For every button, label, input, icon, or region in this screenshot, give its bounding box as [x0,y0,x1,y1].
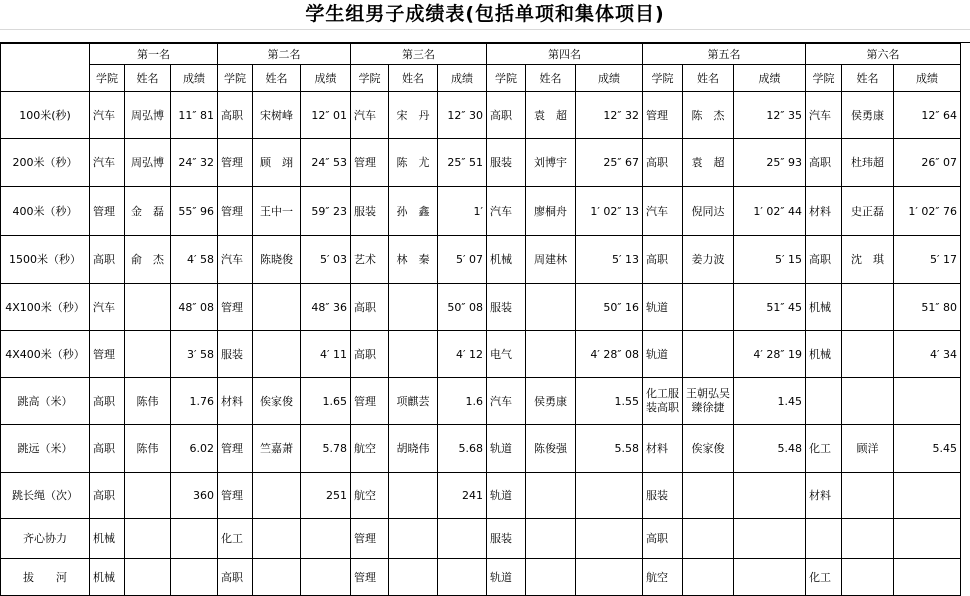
college-cell: 高职 [806,236,842,284]
score-cell: 360 [171,473,218,519]
name-cell [526,473,576,519]
score-cell: 3′ 58 [171,331,218,378]
blank-row [0,29,970,43]
rank-header: 第四名 [487,44,643,65]
name-cell: 俟家俊 [253,378,301,425]
college-cell: 汽车 [90,92,125,139]
subheader-college: 学院 [218,65,253,92]
college-cell: 高职 [90,378,125,425]
name-cell: 宋 丹 [389,92,438,139]
name-cell: 顾 翊 [253,139,301,187]
score-cell: 24″ 53 [301,139,351,187]
name-cell [125,473,171,519]
college-cell: 轨道 [487,473,526,519]
name-cell [125,331,171,378]
name-cell: 陈伟 [125,378,171,425]
name-cell: 林 秦 [389,236,438,284]
name-cell [842,284,894,331]
score-cell [171,559,218,596]
college-cell: 高职 [643,139,683,187]
name-cell [526,559,576,596]
name-cell: 倪同达 [683,187,734,236]
score-cell [438,559,487,596]
name-cell [842,331,894,378]
subheader-score: 成绩 [171,65,218,92]
score-cell: 51″ 80 [894,284,961,331]
subheader-name: 姓名 [842,65,894,92]
score-cell: 5.78 [301,425,351,473]
college-cell: 高职 [90,425,125,473]
college-cell: 服装 [643,473,683,519]
college-cell: 管理 [218,473,253,519]
score-cell: 1′ 02″ 76 [894,187,961,236]
college-cell: 电气 [487,331,526,378]
college-cell: 航空 [351,425,389,473]
college-cell: 服装 [351,187,389,236]
college-cell: 机械 [806,284,842,331]
rank-header: 第一名 [90,44,218,65]
score-cell: 25″ 67 [576,139,643,187]
name-cell [683,559,734,596]
college-cell: 高职 [90,236,125,284]
name-cell: 胡晓伟 [389,425,438,473]
subheader-score: 成绩 [734,65,806,92]
college-cell: 化工 [218,519,253,559]
college-cell: 材料 [218,378,253,425]
score-cell: 251 [301,473,351,519]
score-cell: 4′ 11 [301,331,351,378]
score-cell: 12″ 30 [438,92,487,139]
name-cell [842,519,894,559]
name-cell [683,473,734,519]
score-cell: 5.48 [734,425,806,473]
college-cell: 汽车 [806,92,842,139]
subheader-name: 姓名 [389,65,438,92]
name-cell [842,473,894,519]
college-cell: 汽车 [218,236,253,284]
score-cell: 11″ 81 [171,92,218,139]
college-cell: 高职 [351,331,389,378]
college-cell: 服装 [487,519,526,559]
score-cell: 5.45 [894,425,961,473]
college-cell: 管理 [218,139,253,187]
college-cell: 服装 [487,139,526,187]
subheader-college: 学院 [351,65,389,92]
college-cell: 汽车 [90,284,125,331]
subheader-name: 姓名 [253,65,301,92]
event-label: 4X400米（秒） [1,331,90,378]
rank-header: 第六名 [806,44,961,65]
name-cell: 杜玮超 [842,139,894,187]
rank-header-row [1,44,961,65]
score-cell: 25″ 93 [734,139,806,187]
college-cell: 汽车 [351,92,389,139]
name-cell: 周弘博 [125,139,171,187]
college-cell: 高职 [218,559,253,596]
college-cell: 艺术 [351,236,389,284]
score-cell: 1.76 [171,378,218,425]
score-cell [734,559,806,596]
college-cell: 服装 [218,331,253,378]
score-cell: 241 [438,473,487,519]
rank-header: 第三名 [351,44,487,65]
college-cell: 汽车 [487,378,526,425]
table-row [1,473,961,519]
college-cell: 管理 [351,519,389,559]
college-cell: 机械 [487,236,526,284]
table-row [1,187,961,236]
results-table [0,43,961,596]
college-cell: 汽车 [90,139,125,187]
score-cell: 4′ 28″ 08 [576,331,643,378]
name-cell: 宋树峰 [253,92,301,139]
name-cell [842,378,894,425]
event-label: 1500米（秒） [1,236,90,284]
college-cell [806,519,842,559]
rank-header: 第五名 [643,44,806,65]
score-cell: 5′ 07 [438,236,487,284]
college-cell: 管理 [90,331,125,378]
score-cell [734,519,806,559]
college-cell: 汽车 [487,187,526,236]
college-cell: 管理 [90,187,125,236]
score-cell: 5′ 13 [576,236,643,284]
subheader-college: 学院 [487,65,526,92]
table-row [1,519,961,559]
score-cell: 5′ 17 [894,236,961,284]
event-label: 拔 河 [1,559,90,596]
score-cell: 25″ 51 [438,139,487,187]
corner-cell [1,44,90,92]
subheader-score: 成绩 [301,65,351,92]
name-cell: 袁 超 [526,92,576,139]
subheader-row [1,65,961,92]
event-label: 400米（秒） [1,187,90,236]
table-body [1,92,961,596]
score-cell: 1′ 02″ 44 [734,187,806,236]
name-cell: 项麒芸 [389,378,438,425]
name-cell: 陈俊强 [526,425,576,473]
name-cell: 陈 尤 [389,139,438,187]
score-cell: 51″ 45 [734,284,806,331]
score-cell [576,519,643,559]
name-cell [683,519,734,559]
score-cell: 1.45 [734,378,806,425]
score-cell: 5′ 03 [301,236,351,284]
score-cell: 12″ 35 [734,92,806,139]
college-cell: 轨道 [487,559,526,596]
rank-header: 第二名 [218,44,351,65]
name-cell: 史正磊 [842,187,894,236]
subheader-college: 学院 [806,65,842,92]
score-cell: 5.58 [576,425,643,473]
name-cell [125,559,171,596]
event-label: 跳高（米） [1,378,90,425]
score-cell: 5.68 [438,425,487,473]
subheader-name: 姓名 [526,65,576,92]
event-label: 100米(秒) [1,92,90,139]
score-cell: 4′ 12 [438,331,487,378]
college-cell: 服装 [487,284,526,331]
name-cell: 周建林 [526,236,576,284]
table-row [1,378,961,425]
college-cell: 化工 [806,425,842,473]
college-cell: 材料 [806,187,842,236]
name-cell [389,473,438,519]
score-cell: 12″ 64 [894,92,961,139]
event-label: 4X100米（秒） [1,284,90,331]
college-cell: 轨道 [487,425,526,473]
subheader-name: 姓名 [683,65,734,92]
name-cell: 袁 超 [683,139,734,187]
table-row [1,284,961,331]
table-row [1,559,961,596]
college-cell: 管理 [218,187,253,236]
score-cell: 4′ 34 [894,331,961,378]
score-cell: 12″ 01 [301,92,351,139]
subheader-name: 姓名 [125,65,171,92]
score-cell: 1′ 02″ 13 [576,187,643,236]
college-cell: 高职 [487,92,526,139]
table-row [1,139,961,187]
name-cell: 姜力波 [683,236,734,284]
score-cell [894,519,961,559]
college-cell: 管理 [351,139,389,187]
name-cell: 陈晓俊 [253,236,301,284]
college-cell: 高职 [806,139,842,187]
score-cell: 1.55 [576,378,643,425]
score-cell: 50″ 08 [438,284,487,331]
name-cell: 沈 琪 [842,236,894,284]
name-cell: 王中一 [253,187,301,236]
score-cell: 6.02 [171,425,218,473]
score-cell: 59″ 23 [301,187,351,236]
name-cell: 周弘博 [125,92,171,139]
name-cell: 陈伟 [125,425,171,473]
score-cell [576,559,643,596]
table-row [1,236,961,284]
score-cell [894,559,961,596]
college-cell: 轨道 [643,284,683,331]
college-cell: 管理 [218,425,253,473]
name-cell [683,284,734,331]
college-cell: 高职 [351,284,389,331]
score-cell: 48″ 36 [301,284,351,331]
name-cell [125,284,171,331]
score-cell: 4′ 28″ 19 [734,331,806,378]
name-cell [253,331,301,378]
score-cell: 50″ 16 [576,284,643,331]
score-cell [576,473,643,519]
score-cell: 4′ 58 [171,236,218,284]
college-cell: 高职 [643,236,683,284]
name-cell [683,331,734,378]
subheader-college: 学院 [90,65,125,92]
college-cell: 汽车 [643,187,683,236]
name-cell [526,331,576,378]
score-cell: 12″ 32 [576,92,643,139]
score-cell [894,473,961,519]
name-cell [253,559,301,596]
score-cell: 1.6 [438,378,487,425]
score-cell: 24″ 32 [171,139,218,187]
name-cell: 竺嘉萧 [253,425,301,473]
college-cell: 航空 [351,473,389,519]
name-cell: 金 磊 [125,187,171,236]
subheader-score: 成绩 [438,65,487,92]
college-cell: 化工 [806,559,842,596]
name-cell: 俞 杰 [125,236,171,284]
college-cell: 管理 [351,378,389,425]
table-row [1,425,961,473]
event-label: 跳长绳（次） [1,473,90,519]
name-cell: 孙 鑫 [389,187,438,236]
name-cell [389,331,438,378]
name-cell [253,519,301,559]
college-cell: 航空 [643,559,683,596]
college-cell: 机械 [806,331,842,378]
college-cell [806,378,842,425]
name-cell [389,519,438,559]
college-cell: 管理 [218,284,253,331]
name-cell: 王朝弘吴臻徐捷 [683,378,734,425]
college-cell: 轨道 [643,331,683,378]
table-row [1,331,961,378]
college-cell: 高职 [643,519,683,559]
college-cell: 管理 [351,559,389,596]
score-cell: 5′ 15 [734,236,806,284]
name-cell: 俟家俊 [683,425,734,473]
score-cell: 26″ 07 [894,139,961,187]
college-cell: 管理 [643,92,683,139]
event-label: 齐心协力 [1,519,90,559]
name-cell [389,559,438,596]
subheader-college: 学院 [643,65,683,92]
name-cell: 廖桐舟 [526,187,576,236]
name-cell [526,519,576,559]
score-cell: 48″ 08 [171,284,218,331]
sheet-title: 学生组男子成绩表(包括单项和集体项目) [305,3,665,25]
subheader-score: 成绩 [576,65,643,92]
name-cell [253,473,301,519]
table-row [1,92,961,139]
subheader-score: 成绩 [894,65,961,92]
name-cell [253,284,301,331]
college-cell: 高职 [218,92,253,139]
name-cell: 陈 杰 [683,92,734,139]
college-cell: 高职 [90,473,125,519]
college-cell: 机械 [90,559,125,596]
name-cell: 侯勇康 [526,378,576,425]
college-cell: 机械 [90,519,125,559]
score-cell: 1.65 [301,378,351,425]
name-cell [389,284,438,331]
name-cell: 顾洋 [842,425,894,473]
name-cell: 侯勇康 [842,92,894,139]
name-cell [125,519,171,559]
college-cell: 材料 [643,425,683,473]
score-cell [171,519,218,559]
college-cell: 化工服装高职 [643,378,683,425]
score-cell [301,559,351,596]
score-cell [301,519,351,559]
college-cell: 材料 [806,473,842,519]
score-cell [438,519,487,559]
event-label: 跳远（米） [1,425,90,473]
name-cell: 刘博宇 [526,139,576,187]
name-cell [526,284,576,331]
score-cell [894,378,961,425]
score-cell: 55″ 96 [171,187,218,236]
score-cell: 1′ [438,187,487,236]
score-cell [734,473,806,519]
event-label: 200米（秒） [1,139,90,187]
name-cell [842,559,894,596]
